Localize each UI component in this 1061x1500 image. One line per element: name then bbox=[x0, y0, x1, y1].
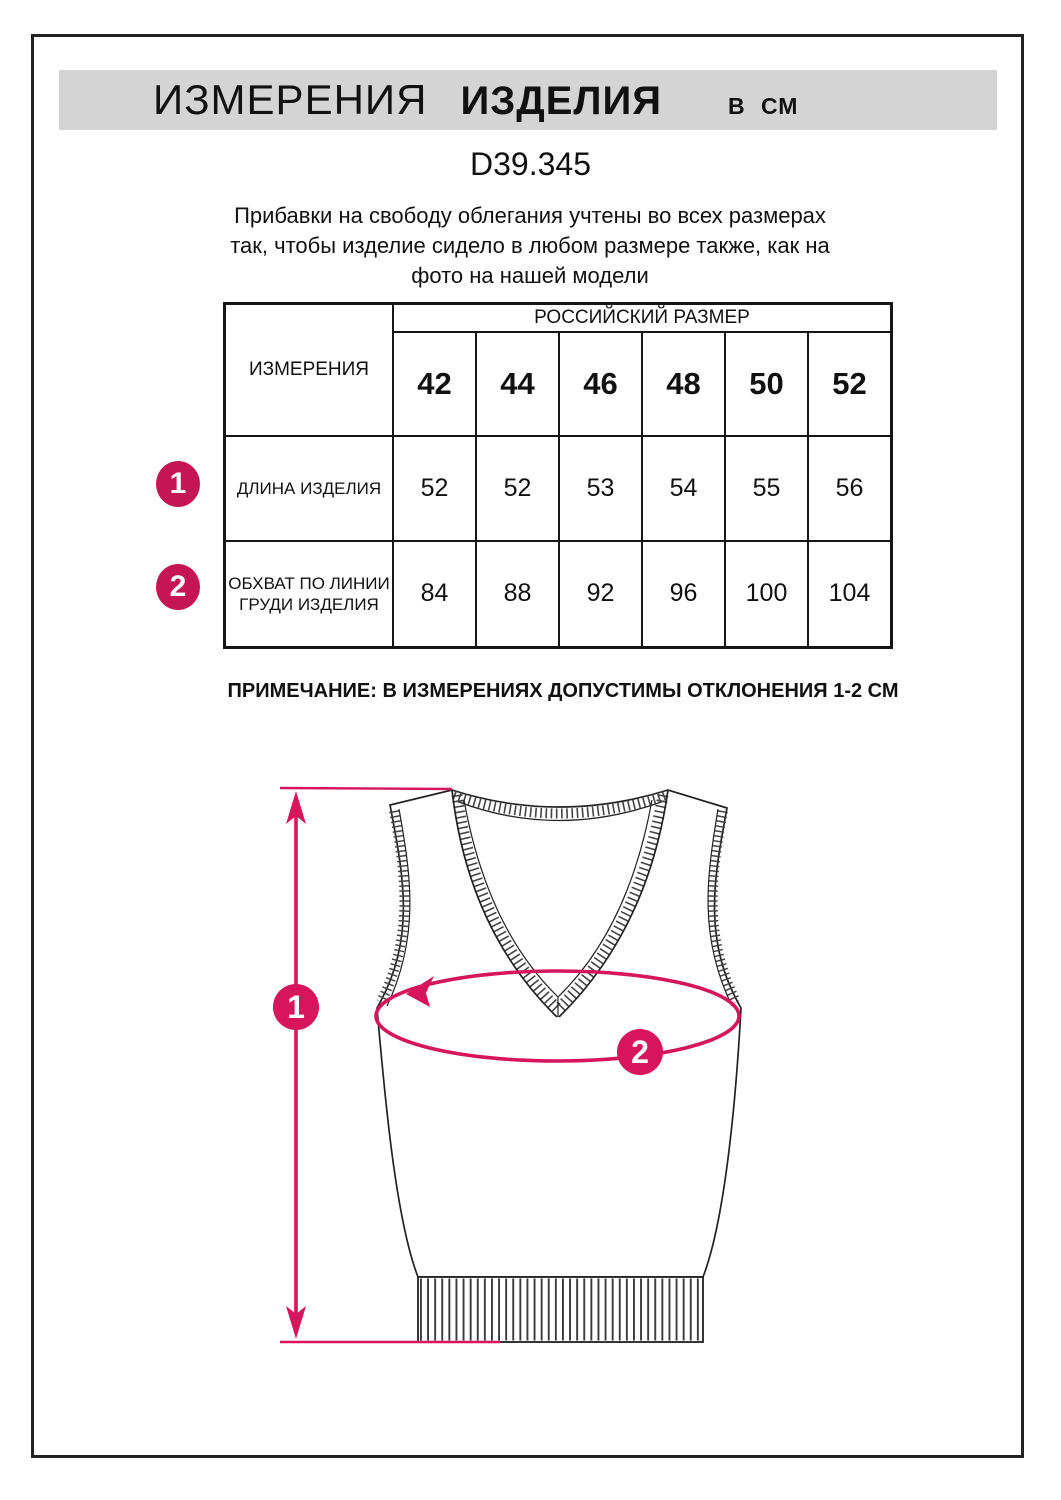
vest-outline bbox=[377, 790, 741, 1277]
table-cell: 84 bbox=[393, 541, 476, 647]
table-cell: 88 bbox=[476, 541, 559, 647]
size-header: 48 bbox=[642, 332, 725, 436]
size-header: 50 bbox=[725, 332, 808, 436]
header-title-product: ИЗДЕЛИЯ bbox=[460, 79, 662, 123]
table-cell: 52 bbox=[476, 436, 559, 541]
size-header: 46 bbox=[559, 332, 642, 436]
size-header: 42 bbox=[393, 332, 476, 436]
table-cell: 54 bbox=[642, 436, 725, 541]
table-marker-1: 1 bbox=[156, 461, 200, 507]
row-label: ОБХВАТ ПО ЛИНИИ ГРУДИ ИЗДЕЛИЯ bbox=[225, 541, 394, 647]
table-cell: 53 bbox=[559, 436, 642, 541]
size-header: 52 bbox=[808, 332, 892, 436]
article-code: D39.345 bbox=[470, 146, 591, 182]
diagram-marker-1-label: 1 bbox=[287, 989, 305, 1025]
row-label: ДЛИНА ИЗДЕЛИЯ bbox=[225, 436, 394, 541]
header-title-units: В СМ bbox=[728, 93, 799, 119]
diagram-marker-2-label: 2 bbox=[631, 1034, 649, 1070]
diagram-marker-1 bbox=[273, 984, 319, 1030]
intro-line-2: так, чтобы изделие сидело в любом размере также, как на bbox=[230, 233, 830, 258]
size-header: 44 bbox=[476, 332, 559, 436]
table-cell: 56 bbox=[808, 436, 892, 541]
table-cell: 55 bbox=[725, 436, 808, 541]
table-cell: 92 bbox=[559, 541, 642, 647]
table-cell: 104 bbox=[808, 541, 892, 647]
diagram-marker-2 bbox=[617, 1029, 663, 1075]
intro-line-1: Прибавки на свободу облегания учтены во всех размерах bbox=[234, 203, 826, 228]
table-marker-2: 2 bbox=[156, 564, 200, 610]
size-group-header: РОССИЙСКИЙ РАЗМЕР bbox=[393, 304, 892, 333]
table-cell: 100 bbox=[725, 541, 808, 647]
measure-column-header: ИЗМЕРЕНИЯ bbox=[225, 304, 394, 437]
header-title-measures: ИЗМЕРЕНИЯ bbox=[153, 76, 428, 123]
length-top-line bbox=[280, 788, 452, 789]
table-cell: 52 bbox=[393, 436, 476, 541]
intro-line-3: фото на нашей модели bbox=[411, 263, 649, 288]
table-cell: 96 bbox=[642, 541, 725, 647]
hem-ribbing bbox=[418, 1277, 703, 1342]
note-text: ПРИМЕЧАНИЕ: В ИЗМЕРЕНИЯХ ДОПУСТИМЫ ОТКЛОНЕНИЯ 1-2 СМ bbox=[227, 680, 899, 702]
